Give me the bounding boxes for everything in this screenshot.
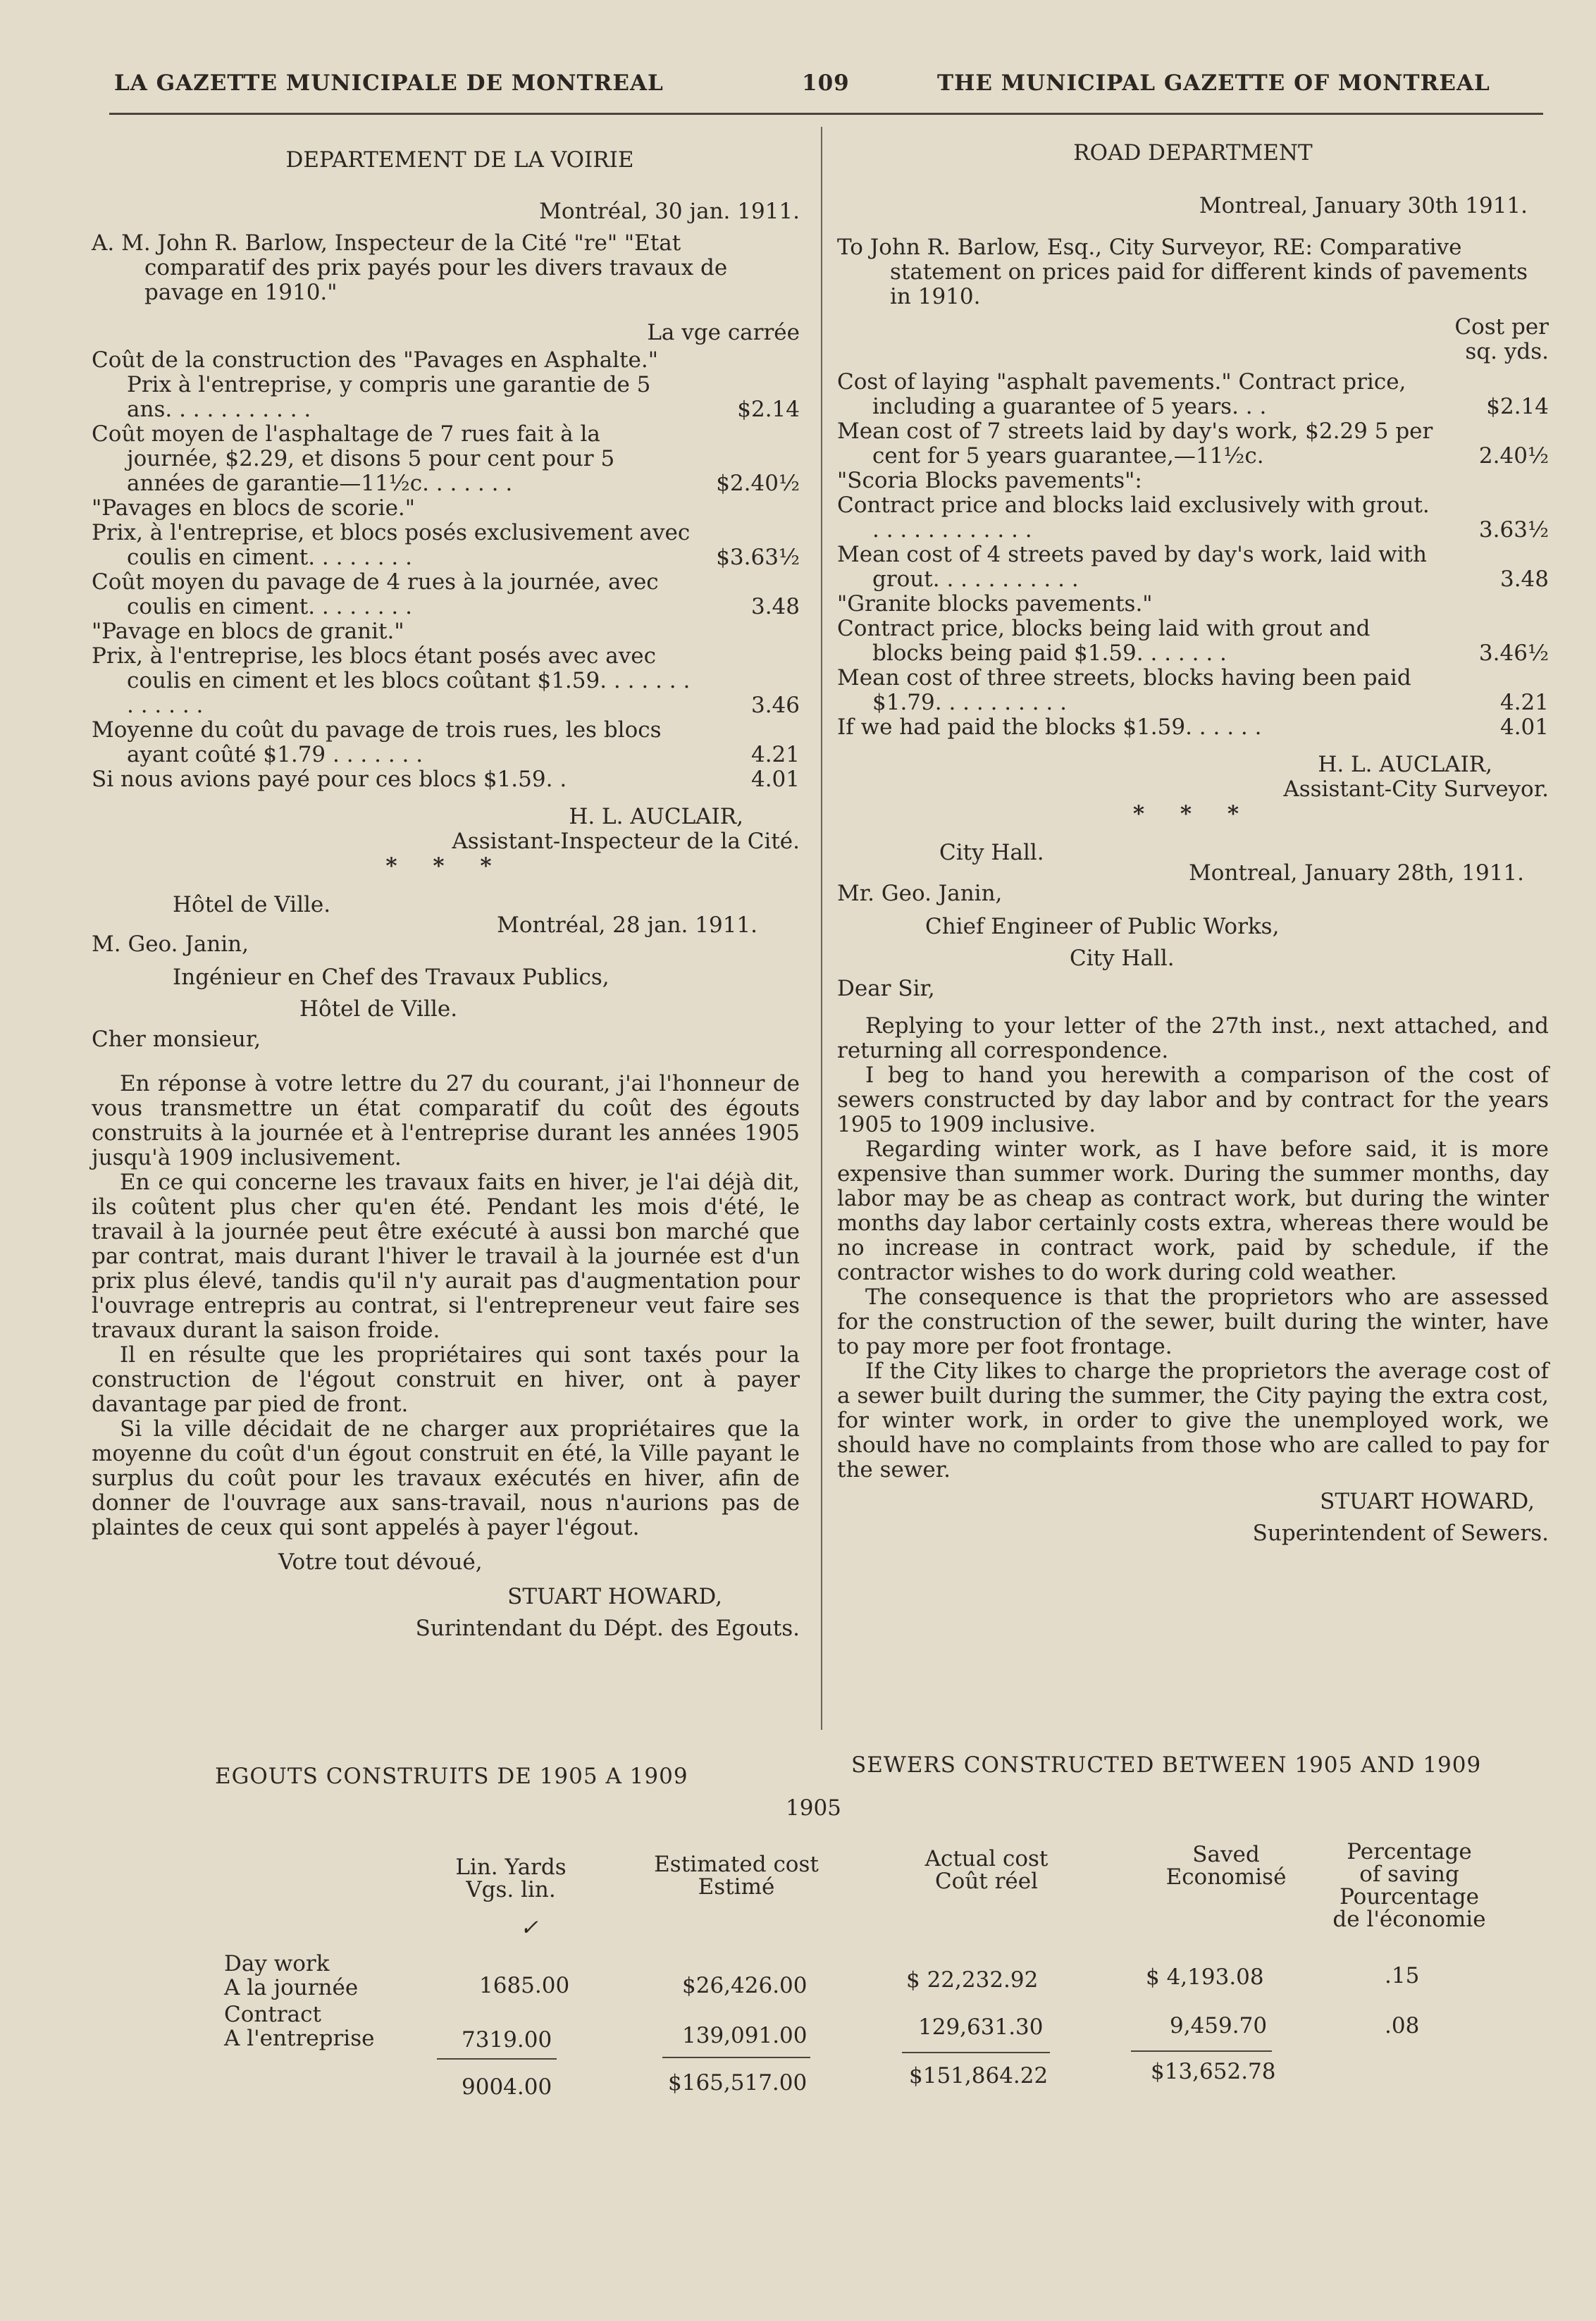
page-number: 109 xyxy=(802,70,850,96)
right-price-item-text: "Scoria Blocks pavements": xyxy=(837,468,1142,493)
right-price-item-amount: 2.40½ xyxy=(1478,443,1549,469)
right-address: To John R. Barlow, Esq., City Surveyor, RE: Comparative statement on prices paid for different kinds of pavements in 1910. xyxy=(837,235,1528,309)
left-column xyxy=(92,148,800,1641)
right-letter-date: Montreal, January 28th, 1911. xyxy=(1189,860,1524,886)
right-addressee-title: Chief Engineer of Public Works, xyxy=(925,914,1280,939)
left-closing: Votre tout dévoué, xyxy=(278,1549,483,1575)
cell-contract-estimated: 139,091.00 xyxy=(682,2023,808,2048)
header-right-title: THE MUNICIPAL GAZETTE OF MONTREAL xyxy=(937,70,1490,96)
left-price-item xyxy=(92,644,800,718)
left-price-item-text: Moyenne du coût du pavage de trois rues, les blocs ayant coûté $1.79 . . . . . . . xyxy=(92,717,662,767)
left-price-item xyxy=(92,496,800,521)
right-section-stars: * * * xyxy=(1132,801,1254,827)
right-table-title: SEWERS CONSTRUCTED BETWEEN 1905 AND 1909 xyxy=(851,1752,1482,1778)
right-price-item xyxy=(837,469,1549,493)
right-salutation: Dear Sir, xyxy=(837,976,935,1001)
left-price-item-amount: $2.14 xyxy=(737,397,800,422)
right-closing-title: Superintendent of Sewers. xyxy=(1252,1521,1549,1546)
left-letter-paragraph: Il en résulte que les propriétaires qui sont taxés pour la construction de l'égout construit en hiver, ont à payer davantage par pied de front. xyxy=(92,1342,800,1417)
right-unit-label-2: sq. yds. xyxy=(1465,339,1549,364)
left-price-item-text: Coût de la construction des "Pavages en Asphalte." Prix à l'entreprise, y compris une garantie de 5 ans. . . . . . . . . . . xyxy=(92,347,659,422)
check-mark: ✓ xyxy=(520,1915,538,1941)
right-price-item-text: Mean cost of 4 streets paved by day's work, laid with grout. . . . . . . . . . . xyxy=(837,542,1427,592)
right-price-item-text: Mean cost of 7 streets laid by day's work, $2.29 5 per cent for 5 years guarantee,—11½c. xyxy=(837,419,1433,469)
right-price-item-text: Contract price, blocks being laid with grout and blocks being paid $1.59. . . . . . . xyxy=(837,616,1371,666)
left-price-item-text: Prix, à l'entreprise, et blocs posés exclusivement avec coulis en ciment. . . . . . . . xyxy=(92,520,691,570)
col-header-actual: Actual cost Coût réel xyxy=(924,1846,1048,1894)
left-addressee-place: Hôtel de Ville. xyxy=(299,996,458,1022)
left-price-item-amount: 3.48 xyxy=(750,594,800,619)
right-price-item-amount: 4.21 xyxy=(1499,690,1549,715)
left-letter-paragraph: Si la ville décidait de ne charger aux propriétaires que la moyenne du coût d'un égout construit en été, la Ville payant le surplus du coût pour les travaux exécutés en hiver, afin de donner de l'ouvrage aux sans-travail, nous n'aurions pas de plaintes de ceux qui sont appelés à payer l'égout. xyxy=(92,1416,800,1540)
left-salutation: Cher monsieur, xyxy=(92,1027,261,1052)
right-price-item xyxy=(837,592,1549,617)
right-price-item-text: Mean cost of three streets, blocks having been paid $1.79. . . . . . . . . . xyxy=(837,665,1411,715)
sum-rule-estimated xyxy=(662,2057,810,2058)
cell-day-yards: 1685.00 xyxy=(479,1973,570,1998)
left-unit-label: La vge carrée xyxy=(647,320,800,345)
left-price-item xyxy=(92,718,800,767)
right-signature-title: Assistant-City Surveyor. xyxy=(1283,776,1549,802)
cell-total-actual: $151,864.22 xyxy=(909,2063,1048,2088)
right-dept-heading: ROAD DEPARTMENT xyxy=(1073,140,1313,166)
right-letter-paragraph: I beg to hand you herewith a comparison of the cost of sewers constructed by day labor and by contract for the years 1905 to 1909 inclusive. xyxy=(837,1063,1549,1137)
header-left-title: LA GAZETTE MUNICIPALE DE MONTREAL xyxy=(114,70,664,96)
left-price-item xyxy=(92,767,800,792)
left-letter-paragraph: En ce qui concerne les travaux faits en hiver, je l'ai déjà dit, ils coûtent plus cher qu'en été. Pendant les mois d'été, le travail à la journée peut être exécuté à aussi bon marché que par contrat, mais durant l'hiver le travail à la journée est d'un prix plus élevé, tandis qu'il n'y aurait pas d'augmentation pour l'ouvrage entrepris au contrat, si l'entrepreneur veut faire ses travaux durant la saison froide. xyxy=(92,1170,800,1343)
right-unit-label-1: Cost per xyxy=(1454,314,1549,340)
right-addressee-place: City Hall. xyxy=(1070,946,1175,971)
row-label-contract: Contract A l'entreprise xyxy=(224,2002,375,2051)
header-rule xyxy=(109,113,1543,115)
cell-day-pct: .15 xyxy=(1385,1963,1420,1988)
right-price-item-amount: 3.48 xyxy=(1499,567,1549,592)
left-address: A. M. John R. Barlow, Inspecteur de la Cité "re" "Etat comparatif des prix payés pour les divers travaux de pavage en 1910." xyxy=(92,230,728,305)
sum-rule-actual xyxy=(902,2052,1050,2053)
col-header-estimated: Estimated cost Estimé xyxy=(654,1852,819,1900)
left-addressee-title: Ingénieur en Chef des Travaux Publics, xyxy=(173,965,610,990)
right-price-item-text: "Granite blocks pavements." xyxy=(837,591,1153,617)
cell-day-actual: $ 22,232.92 xyxy=(906,1967,1039,1993)
cell-total-saved: $13,652.78 xyxy=(1151,2059,1276,2084)
left-addressee-name: M. Geo. Janin, xyxy=(92,932,249,957)
right-price-item-amount: 3.46½ xyxy=(1478,640,1549,666)
cell-contract-actual: 129,631.30 xyxy=(918,2014,1044,2040)
col-header-yards: Lin. Yards Vgs. lin. xyxy=(455,1855,567,1902)
right-price-item xyxy=(837,493,1549,543)
left-price-item-amount: 3.46 xyxy=(750,693,800,718)
left-price-list xyxy=(92,348,800,792)
sum-rule-yards xyxy=(437,2058,557,2060)
left-price-item-amount: 4.21 xyxy=(750,742,800,767)
right-price-item xyxy=(837,617,1549,666)
right-addressee-name: Mr. Geo. Janin, xyxy=(837,881,1003,906)
right-price-item-text: Contract price and blocks laid exclusively with grout. . . . . . . . . . . . . xyxy=(837,493,1430,543)
cell-contract-yards: 7319.00 xyxy=(462,2027,552,2053)
left-section-stars: * * * xyxy=(385,853,506,879)
left-price-item-text: Coût moyen de l'asphaltage de 7 rues fait à la journée, $2.29, et disons 5 pour cent pour 5 années de garantie—11½c. . . . . . . xyxy=(92,421,615,496)
left-price-item-text: "Pavages en blocs de scorie." xyxy=(92,495,416,521)
right-price-item-text: Cost of laying "asphalt pavements." Contract price, including a guarantee of 5 years. . . xyxy=(837,369,1406,419)
cell-contract-saved: 9,459.70 xyxy=(1170,2013,1268,2038)
left-closing-title: Surintendant du Dépt. des Egouts. xyxy=(415,1616,800,1641)
left-letter-date: Montréal, 28 jan. 1911. xyxy=(497,912,757,938)
sum-rule-saved xyxy=(1131,2050,1272,2052)
right-letter-paragraph: Replying to your letter of the 27th inst., next attached, and returning all correspondence. xyxy=(837,1013,1549,1063)
left-signature-title: Assistant-Inspecteur de la Cité. xyxy=(452,829,800,854)
left-price-item xyxy=(92,521,800,570)
left-price-item-text: Coût moyen du pavage de 4 rues à la journée, avec coulis en ciment. . . . . . . . xyxy=(92,569,659,619)
row-label-day-work: Day work A la journée xyxy=(224,1951,359,2000)
right-price-item-amount: 4.01 xyxy=(1499,714,1549,740)
right-price-list xyxy=(837,370,1549,740)
right-price-item xyxy=(837,370,1549,419)
right-signature-name: H. L. AUCLAIR, xyxy=(1318,752,1492,777)
left-price-item xyxy=(92,422,800,496)
left-price-item-text: Si nous avions payé pour ces blocs $1.59. . xyxy=(92,767,567,792)
left-price-item-amount: 4.01 xyxy=(750,767,800,792)
cell-day-estimated: $26,426.00 xyxy=(682,1973,808,1998)
table-year: 1905 xyxy=(786,1795,841,1821)
right-price-item xyxy=(837,715,1549,740)
right-price-item-amount: 3.63½ xyxy=(1478,517,1549,543)
left-price-item-text: "Pavage en blocs de granit." xyxy=(92,619,404,644)
cell-total-yards: 9004.00 xyxy=(462,2074,552,2100)
right-letter-body xyxy=(837,1014,1549,1483)
left-table-title: EGOUTS CONSTRUITS DE 1905 A 1909 xyxy=(215,1764,688,1789)
right-letter-place: City Hall. xyxy=(939,840,1044,865)
right-price-item xyxy=(837,666,1549,715)
left-letter-place: Hôtel de Ville. xyxy=(173,892,331,917)
left-closing-name: STUART HOWARD, xyxy=(507,1584,722,1609)
cell-total-estimated: $165,517.00 xyxy=(668,2070,808,2096)
right-price-item-text: If we had paid the blocks $1.59. . . . . . xyxy=(837,714,1262,740)
right-price-item xyxy=(837,419,1549,469)
right-price-item xyxy=(837,543,1549,592)
right-column xyxy=(837,141,1549,1546)
right-price-item-amount: $2.14 xyxy=(1486,394,1549,419)
left-price-item-amount: $2.40½ xyxy=(716,471,800,496)
right-letter-paragraph: Regarding winter work, as I have before said, it is more expensive than summer work. During the summer months, day labor may be as cheap as contract work, but during the winter months day labor certainly costs extra, whereas there would be no increase in contract work, paid by schedule, if the contractor wishes to do work during cold weather. xyxy=(837,1137,1549,1285)
cell-contract-pct: .08 xyxy=(1385,2013,1420,2038)
column-divider xyxy=(821,127,822,1730)
left-price-item xyxy=(92,619,800,644)
left-letter-body xyxy=(92,1072,800,1540)
left-price-item xyxy=(92,570,800,619)
left-dept-heading: DEPARTEMENT DE LA VOIRIE xyxy=(285,147,634,173)
cell-day-saved: $ 4,193.08 xyxy=(1146,1964,1264,1990)
left-price-item-text: Prix, à l'entreprise, les blocs étant posés avec avec coulis en ciment et les blocs coûtant $1.59. . . . . . . . . . . . . xyxy=(92,643,691,718)
left-price-item xyxy=(92,348,800,422)
right-date: Montreal, January 30th 1911. xyxy=(1199,193,1528,218)
right-letter-paragraph: If the City likes to charge the proprietors the average cost of a sewer built during the summer, the City paying the extra cost, for winter work, in order to give the unemployed work, we should have no complaints from those who are called to pay for the sewer. xyxy=(837,1358,1549,1483)
left-letter-paragraph: En réponse à votre lettre du 27 du courant, j'ai l'honneur de vous transmettre un état comparatif du coût des égouts construits à la journée et à l'entreprise durant les années 1905 jusqu'à 1909 inclusivement. xyxy=(92,1071,800,1170)
right-closing-name: STUART HOWARD, xyxy=(1320,1489,1535,1514)
right-letter-paragraph: The consequence is that the proprietors who are assessed for the construction of the sewer, built during the winter, have to pay more per foot frontage. xyxy=(837,1285,1549,1359)
left-price-item-amount: $3.63½ xyxy=(716,545,800,570)
col-header-saved: Saved Economisé xyxy=(1165,1842,1287,1890)
left-date: Montréal, 30 jan. 1911. xyxy=(539,199,800,224)
left-signature-name: H. L. AUCLAIR, xyxy=(569,804,743,829)
col-header-percentage: Percentage of saving Pourcentage de l'économie xyxy=(1332,1839,1486,1932)
